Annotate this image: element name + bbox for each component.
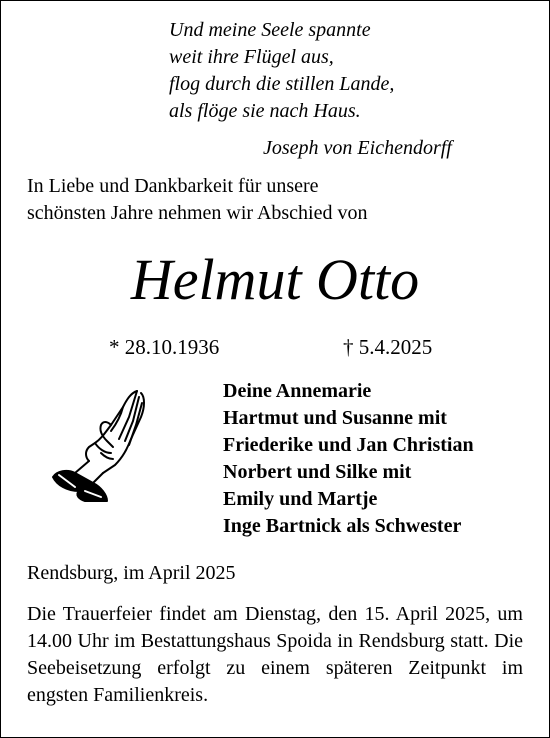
intro-text: [27, 173, 367, 227]
deceased-name: Helmut Otto: [130, 247, 420, 312]
family-line: Hartmut und Susanne mit: [223, 407, 447, 429]
poem-line: als flöge sie nach Haus.: [169, 100, 361, 122]
service-info: Die Trauerfeier findet am Dienstag, den 15. April 2025, um 14.00 Uhr im Bestattungshaus Spoida in Rendsburg statt. Die Seebeisetzung erfolgt zu einem späteren Zeitpunkt im engsten Familienkreis.: [27, 603, 523, 706]
poem-author: Joseph von Eichendorff: [263, 137, 452, 159]
poem-line: Und meine Seele spannte: [169, 19, 371, 41]
intro-line: In Liebe und Dankbarkeit für unsere: [27, 175, 319, 197]
death-date: † 5.4.2025: [343, 335, 433, 359]
birth-date: * 28.10.1936: [109, 335, 220, 359]
praying-hands-icon: [45, 387, 153, 503]
poem-line: weit ihre Flügel aus,: [169, 46, 334, 68]
family-line: Inge Bartnick als Schwester: [223, 515, 462, 537]
family-line: Emily und Martje: [223, 488, 378, 510]
intro-line: schönsten Jahre nehmen wir Abschied von: [27, 202, 368, 224]
family-list: [223, 378, 474, 540]
family-line: Norbert und Silke mit: [223, 461, 412, 483]
place-date: Rendsburg, im April 2025: [27, 562, 236, 584]
poem: [169, 17, 394, 125]
family-line: Deine Annemarie: [223, 380, 372, 402]
family-line: Friederike und Jan Christian: [223, 434, 474, 456]
poem-line: flog durch die stillen Lande,: [169, 73, 395, 95]
